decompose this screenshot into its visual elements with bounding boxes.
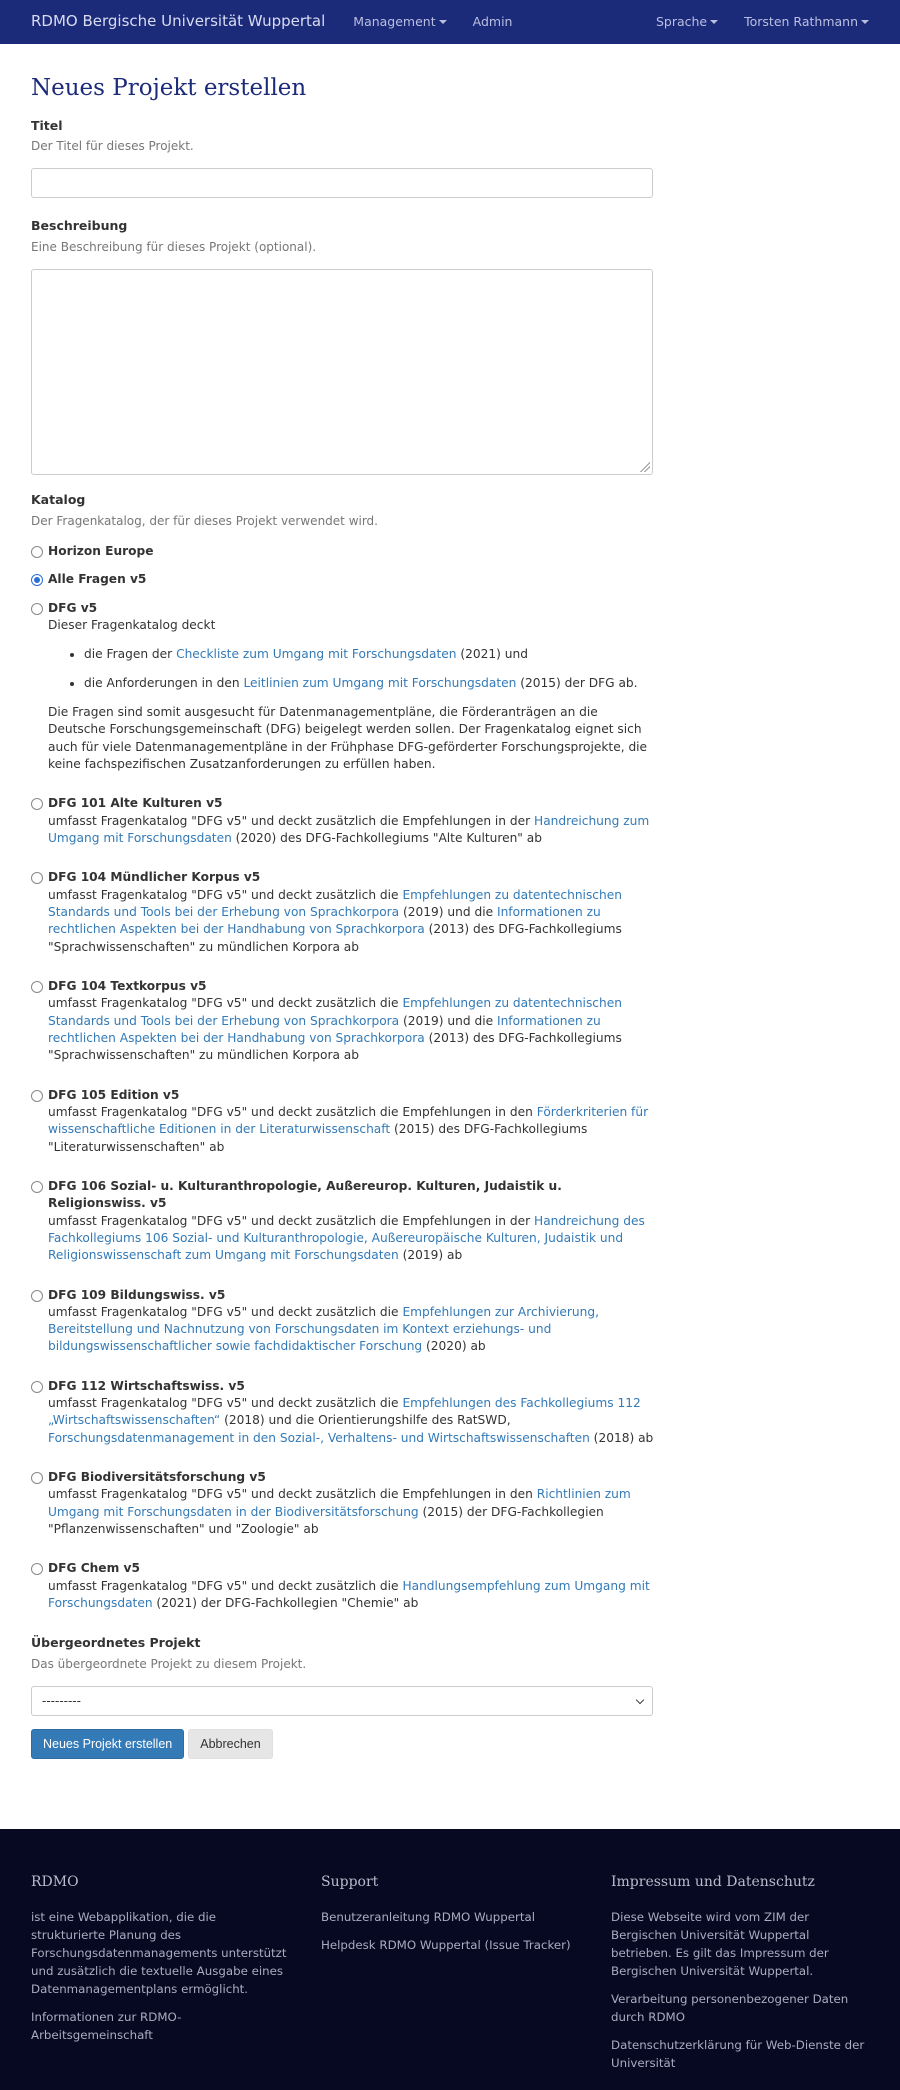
top-navbar	[0, 0, 900, 44]
title-label: Titel	[31, 117, 63, 133]
option-description: umfasst Fragenkatalog "DFG v5" und deckt zusätzlich die Empfehlungen in den Förderkriterien für wissenschaftliche Editionen in der Literaturwissenschaft (2015) des DFG-Fachkollegiums "Literaturwissenschaften" ab	[48, 1104, 649, 1154]
option-link[interactable]: Handreichung des Fachkollegiums 106 Sozial- und Kulturanthropologie, Außereuropäische Kulturen, Judaistik und Religionswissenschaft zum Umgang mit Forschungsdaten	[48, 1213, 645, 1263]
option-title: DFG 104 Mündlicher Korpus v5	[48, 870, 261, 885]
option-description: umfasst Fragenkatalog "DFG v5" und deckt zusätzlich die Empfehlungen in der Handreichung des Fachkollegiums 106 Sozial- und Kulturanthropologie, Außereuropäische Kulturen, Judaistik und Religionswissenschaft zum Umgang mit Forschungsdaten (2019) ab	[48, 1213, 645, 1263]
admin-link[interactable]: Admin	[472, 14, 513, 30]
option-title: DFG Chem v5	[48, 1561, 140, 1576]
option-description: umfasst Fragenkatalog "DFG v5" und deckt zusätzlich die Empfehlungen zur Archivierung, Bereitstellung und Nachnutzung von Forschungsdaten im Kontext erziehungs- und bildungswissenschaftlicher sowie fachdidaktischer Forschung (2020) ab	[48, 1304, 599, 1354]
datenverarbeitung-link[interactable]: Verarbeitung personenbezogener Daten durch RDMO	[611, 1991, 849, 2024]
option-title: DFG 109 Bildungswiss. v5	[48, 1287, 226, 1302]
footer-text: ist eine Webapplikation, die die strukturierte Planung des Forschungsdatenmanagements unterstützt und zusätzlich die textuelle Ausgabe eines Datenmanagementplans ermöglicht.	[31, 1910, 287, 1996]
radio-button[interactable]	[31, 981, 43, 993]
title-help: Der Titel für dieses Projekt.	[31, 139, 194, 154]
footer-heading: Support	[321, 1874, 379, 1891]
footer	[0, 1829, 900, 2090]
leitlinien-link[interactable]: Leitlinien zum Umgang mit Forschungsdaten	[243, 675, 517, 690]
form-buttons	[31, 1729, 869, 1759]
main-content	[0, 44, 900, 1829]
title-input[interactable]	[31, 168, 653, 198]
radio-button[interactable]	[31, 1290, 43, 1302]
rdmo-arbeitsgemeinschaft-link[interactable]: Informationen zur RDMO-Arbeitsgemeinschaft	[31, 2009, 182, 2042]
radio-button[interactable]	[31, 603, 43, 615]
option-description: umfasst Fragenkatalog "DFG v5" und deckt zusätzlich die Empfehlungen zu datentechnischen Standards und Tools bei der Erhebung von Sprachkorpora (2019) und die Informationen zu rechtlichen Aspekten bei der Handhabung von Sprachkorpora (2013) des DFG-Fachkollegiums "Sprachwissenschaften" zu mündlichen Korpora ab	[48, 887, 622, 954]
catalog-option-dfg-105[interactable]	[31, 1087, 869, 1156]
option-title: DFG 105 Edition v5	[48, 1087, 180, 1102]
option-description: umfasst Fragenkatalog "DFG v5" und deckt zusätzlich die Empfehlungen zu datentechnischen Standards und Tools bei der Erhebung von Sprachkorpora (2019) und die Informationen zu rechtlichen Aspekten bei der Handhabung von Sprachkorpora (2013) des DFG-Fachkollegiums "Sprachwissenschaften" zu mündlichen Korpora ab	[48, 996, 622, 1063]
option-title: DFG 104 Textkorpus v5	[48, 978, 207, 993]
option-title: Horizon Europe	[48, 544, 154, 558]
user-menu[interactable]	[744, 13, 869, 31]
checkliste-link[interactable]: Checkliste zum Umgang mit Forschungsdaten	[176, 647, 457, 662]
radio-button[interactable]	[31, 1472, 43, 1484]
catalog-option-alle-fragen[interactable]	[31, 571, 869, 588]
option-link[interactable]: Handlungsempfehlung zum Umgang mit Forschungsdaten	[48, 1578, 650, 1611]
option-link[interactable]: Informationen zu rechtlichen Aspekten bei der Handhabung von Sprachkorpora	[48, 1013, 601, 1045]
radio-button[interactable]	[31, 872, 43, 884]
caret-down-icon	[861, 20, 869, 24]
option-title: DFG v5	[48, 600, 98, 615]
chevron-down-icon	[636, 1695, 644, 1703]
option-description: umfasst Fragenkatalog "DFG v5" und deckt zusätzlich die Empfehlungen in der Handreichung zum Umgang mit Forschungsdaten (2020) des DFG-Fachkollegiums "Alte Kulturen" ab	[48, 813, 650, 845]
caret-down-icon	[439, 20, 447, 24]
radio-button[interactable]	[31, 1381, 43, 1393]
footer-col-impressum	[611, 1873, 869, 2082]
option-link[interactable]: Empfehlungen des Fachkollegiums 112 „Wirtschaftswissenschaften“	[48, 1396, 641, 1428]
language-menu[interactable]	[656, 13, 718, 31]
option-list	[84, 646, 658, 692]
brand-link[interactable]: RDMO Bergische Universität Wuppertal	[31, 12, 326, 31]
radio-button[interactable]	[31, 1181, 43, 1193]
option-title: Alle Fragen v5	[48, 572, 147, 587]
catalog-option-dfg-109[interactable]	[31, 1287, 869, 1356]
catalog-option-dfg-104-text[interactable]	[31, 978, 869, 1065]
radio-button-checked[interactable]	[31, 574, 43, 586]
catalog-option-dfg-104-muendlich[interactable]	[31, 869, 869, 956]
catalog-option-dfg-biodiversitaet[interactable]	[31, 1469, 869, 1538]
option-title: DFG Biodiversitätsforschung v5	[48, 1470, 266, 1485]
option-link[interactable]: Empfehlungen zu datentechnischen Standards und Tools bei der Erhebung von Sprachkorpora	[48, 887, 622, 919]
description-help: Eine Beschreibung für dieses Projekt (optional).	[31, 240, 317, 255]
user-name: Torsten Rathmann	[744, 14, 858, 30]
parent-project-select[interactable]	[31, 1686, 653, 1716]
footer-col-rdmo	[31, 1873, 289, 2082]
option-title: DFG 101 Alte Kulturen v5	[48, 796, 223, 811]
helpdesk-link[interactable]: Helpdesk RDMO Wuppertal (Issue Tracker)	[321, 1938, 571, 1952]
option-description: umfasst Fragenkatalog "DFG v5" und deckt zusätzlich die Handlungsempfehlung zum Umgang mit Forschungsdaten (2021) der DFG-Fachkollegien "Chemie" ab	[48, 1578, 650, 1611]
navbar-left	[31, 11, 538, 32]
catalog-option-dfg-101[interactable]	[31, 795, 869, 847]
language-label: Sprache	[655, 14, 708, 30]
catalog-option-horizon-europe[interactable]	[31, 543, 869, 560]
navbar-right	[630, 13, 869, 31]
option-paragraph: Die Fragen sind somit ausgesucht für Datenmanagementpläne, die Förderanträgen an die Deutsche Forschungsgemeinschaft (DFG) beigelegt werden sollen. Der Fragenkatalog eignet sich auch für viele Datenmanagementpläne in der Frühphase DFG-geförderter Forschungsprojekte, die keine fachspezifischen Zusatzanforderungen zu erfüllen haben.	[48, 704, 648, 771]
datenschutz-link[interactable]: Datenschutzerklärung für Web-Dienste der Universität	[611, 2037, 865, 2070]
description-label: Beschreibung	[31, 218, 128, 234]
radio-button[interactable]	[31, 798, 43, 810]
management-menu[interactable]	[353, 13, 446, 31]
option-link[interactable]: Informationen zu rechtlichen Aspekten bei der Handhabung von Sprachkorpora	[48, 904, 601, 937]
parent-project-help: Das übergeordnete Projekt zu diesem Projekt.	[31, 1657, 307, 1672]
description-textarea[interactable]	[31, 269, 653, 475]
catalog-option-dfg-106[interactable]	[31, 1178, 869, 1265]
parent-project-label: Übergeordnetes Projekt	[31, 1635, 201, 1651]
page-title: Neues Projekt erstellen	[31, 75, 307, 101]
catalog-radio-group	[31, 543, 869, 1612]
option-link[interactable]: Empfehlungen zur Archivierung, Bereitstellung und Nachnutzung von Forschungsdaten im Kontext erziehungs- und bildungswissenschaftlicher sowie fachdidaktischer Forschung	[48, 1304, 599, 1354]
option-intro: Dieser Fragenkatalog deckt	[48, 617, 216, 632]
option-link[interactable]: Richtlinien zum Umgang mit Forschungsdaten in der Biodiversitätsforschung	[48, 1487, 631, 1519]
catalog-help: Der Fragenkatalog, der für dieses Projekt verwendet wird.	[31, 513, 378, 528]
cancel-button[interactable]: Abbrechen	[188, 1729, 272, 1759]
option-description: umfasst Fragenkatalog "DFG v5" und deckt zusätzlich die Empfehlungen des Fachkollegiums 112 „Wirtschaftswissenschaften“ (2018) und die Orientierungshilfe des RatSWD, Forschungsdatenmanagement in den Sozial-, Verhaltens- und Wirtschaftswissenschaften (2018) ab	[48, 1396, 654, 1445]
create-project-button[interactable]: Neues Projekt erstellen	[31, 1729, 184, 1759]
footer-heading: RDMO	[31, 1874, 79, 1891]
footer-col-support	[321, 1873, 579, 2082]
management-label: Management	[353, 14, 436, 30]
resize-grip-icon[interactable]	[640, 462, 650, 472]
option-title: DFG 112 Wirtschaftswiss. v5	[48, 1378, 245, 1393]
radio-button[interactable]	[31, 1090, 43, 1102]
radio-button[interactable]	[31, 546, 43, 558]
catalog-option-dfg-112[interactable]	[31, 1378, 869, 1447]
option-link[interactable]: Forschungsdatenmanagement in den Sozial-, Verhaltens- und Wirtschaftswissenschaften	[48, 1430, 590, 1445]
option-link[interactable]: Empfehlungen zu datentechnischen Standards und Tools bei der Erhebung von Sprachkorpora	[48, 996, 622, 1028]
benutzeranleitung-link[interactable]: Benutzeranleitung RDMO Wuppertal	[321, 1910, 535, 1925]
option-link[interactable]: Förderkriterien für wissenschaftliche Editionen in der Literaturwissenschaft	[48, 1104, 649, 1137]
list-item: • die Fragen der Checkliste zum Umgang mit Forschungsdaten (2021) und	[84, 646, 658, 663]
option-title: DFG 106 Sozial- u. Kulturanthropologie, Außereurop. Kulturen, Judaistik u. Religionswiss. v5	[48, 1178, 562, 1211]
parent-project-selected: ---------	[42, 1693, 81, 1708]
list-item: • die Anforderungen in den Leitlinien zum Umgang mit Forschungsdaten (2015) der DFG ab.	[84, 675, 658, 692]
catalog-option-dfg-v5[interactable]	[31, 600, 869, 774]
footer-heading: Impressum und Datenschutz	[611, 1874, 815, 1891]
catalog-option-dfg-chem[interactable]	[31, 1560, 869, 1612]
footer-text: Diese Webseite wird vom ZIM der Bergischen Universität Wuppertal betrieben. Es gilt das Impressum der Bergischen Universität Wuppertal.	[611, 1910, 829, 1978]
option-link[interactable]: Handreichung zum Umgang mit Forschungsdaten	[48, 813, 650, 845]
catalog-label: Katalog	[31, 492, 86, 508]
caret-down-icon	[710, 20, 718, 24]
radio-button[interactable]	[31, 1563, 43, 1575]
option-description: umfasst Fragenkatalog "DFG v5" und deckt zusätzlich die Empfehlungen in den Richtlinien zum Umgang mit Forschungsdaten in der Biodiversitätsforschung (2015) der DFG-Fachkollegien "Pflanzenwissenschaften" und "Zoologie" ab	[48, 1487, 631, 1537]
